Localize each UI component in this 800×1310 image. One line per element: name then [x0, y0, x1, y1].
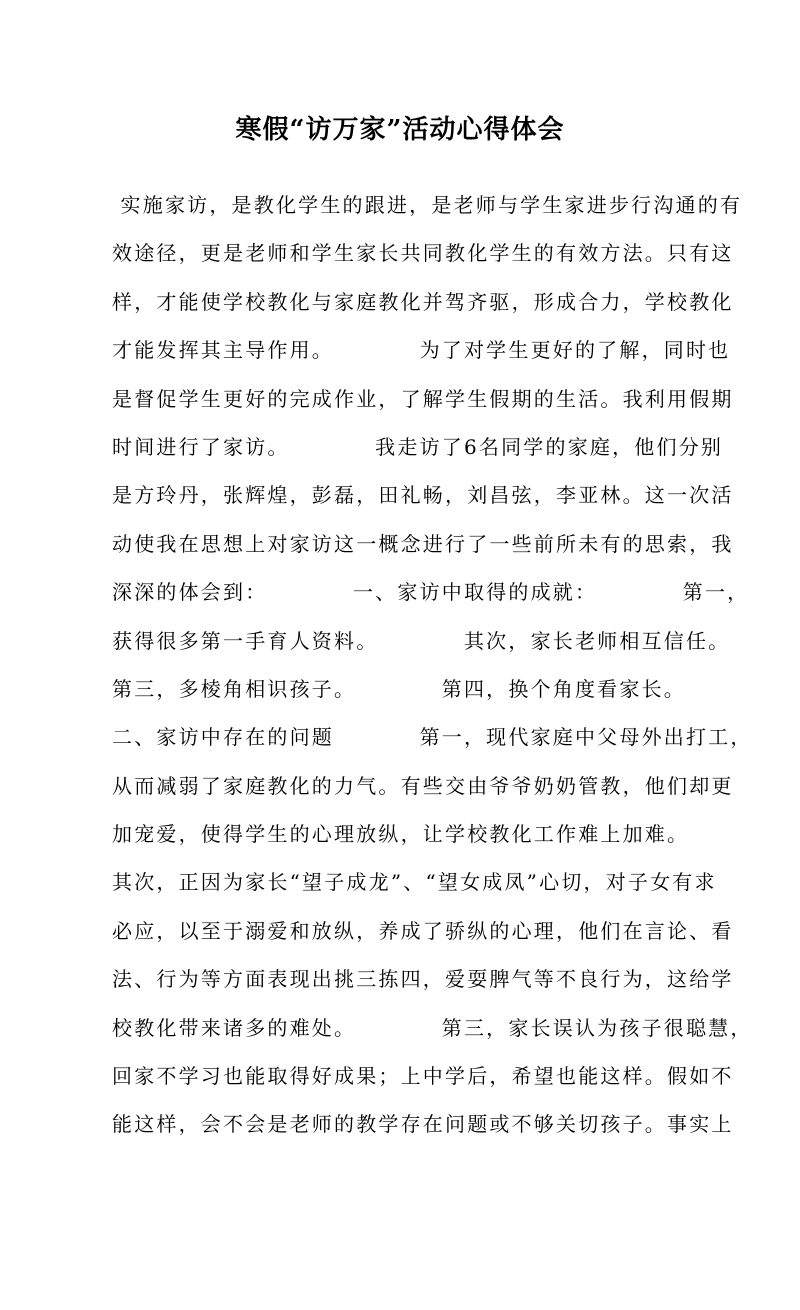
body-line-14: 加宠爱，使得学生的心理放纵，让学校教化工作难上加难。: [112, 822, 690, 847]
body-line-13: 从而减弱了家庭教化的力气。有些交由爷爷奶奶管教，他们却更: [112, 773, 734, 798]
document-title: 寒假“访万家”活动心得体会: [235, 115, 565, 145]
body-line-16: 必应，以至于溺爱和放纵，养成了骄纵的心理，他们在言论、看: [112, 918, 734, 943]
body-line-20: 能这样，会不会是老师的教学存在问题或不够关切孩子。事实上: [112, 1112, 734, 1137]
body-line-10: 获得很多第一手育人资料。 其次，家长老师相互信任。: [112, 628, 731, 653]
body-line-19: 回家不学习也能取得好成果；上中学后，希望也能这样。假如不: [112, 1064, 734, 1089]
body-line-6: 时间进行了家访。 我走访了6名同学的家庭，他们分别: [112, 434, 724, 459]
body-line-11: 第三，多棱角相识孩子。 第四，换个角度看家长。: [112, 676, 686, 701]
document-body: [112, 185, 753, 1153]
body-line-9: 深深的体会到： 一、家访中取得的成就： 第一，: [112, 580, 750, 605]
body-line-8: 动使我在思想上对家访这一概念进行了一些前所未有的思索，我: [112, 531, 734, 556]
body-line-4: 才能发挥其主导作用。 为了对学生更好的了解，同时也: [112, 338, 731, 363]
body-line-5: 是督促学生更好的完成作业，了解学生假期的生活。我利用假期: [112, 386, 734, 411]
body-line-2: 效途径，更是老师和学生家长共同教化学生的有效方法。只有这: [112, 241, 734, 266]
body-line-7: 是方玲丹，张辉煌，彭磊，田礼畅，刘昌弦，李亚林。这一次活: [112, 483, 734, 508]
body-line-15: 其次，正因为家长“望子成龙”、“望女成凤”心切，对子女有求: [112, 870, 717, 895]
body-line-12: 二、家访中存在的问题 第一，现代家庭中父母外出打工，: [112, 725, 753, 750]
body-line-18: 校教化带来诸多的难处。 第三，家长误认为孩子很聪慧，: [112, 1015, 753, 1040]
body-line-1: 实施家访，是教化学生的跟进，是老师与学生家进步行沟通的有: [112, 193, 743, 217]
body-line-17: 法、行为等方面表现出挑三拣四，爱耍脾气等不良行为，这给学: [112, 967, 734, 992]
body-line-3: 样，才能使学校教化与家庭教化并驾齐驱，形成合力，学校教化: [112, 289, 734, 314]
